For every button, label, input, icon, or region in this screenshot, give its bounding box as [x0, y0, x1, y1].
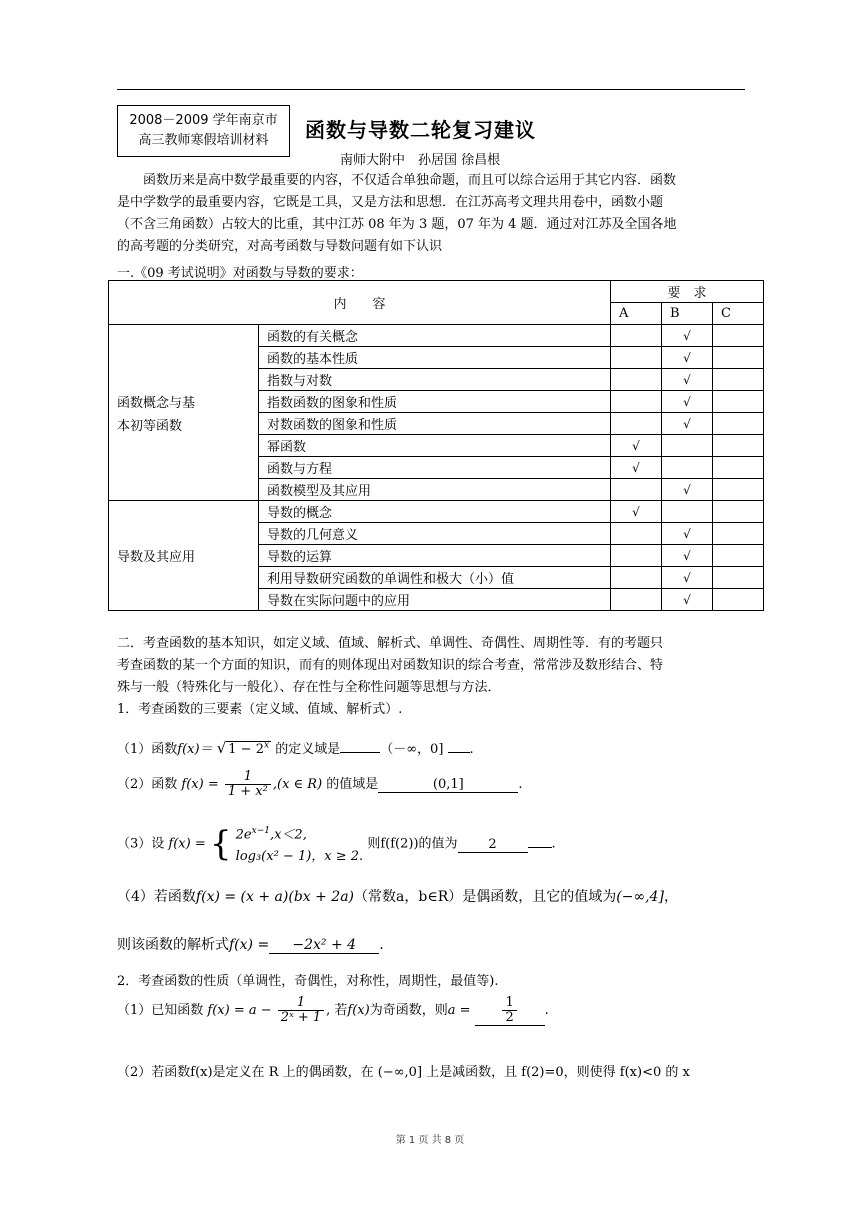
level-c-cell — [713, 567, 764, 589]
stamp-line-2: 高三教师寒假培训材料 — [138, 133, 269, 148]
level-c-cell — [713, 589, 764, 611]
problem-text: （3）设 — [117, 836, 165, 852]
answer-1-2: (0,1] — [378, 777, 518, 793]
page-footer: 第 1 页 共 8 页 — [395, 1135, 465, 1146]
problem-text: （4）若函数 — [117, 889, 196, 905]
intro-line: 函数历来是高中数学最重要的内容，不仅适合单独命题，而且可以综合运用于其它内容．函数 — [143, 173, 677, 188]
level-b-cell: √ — [662, 325, 713, 347]
problem-text: 则f(f(2))的值为 — [367, 836, 458, 852]
level-c-cell — [713, 435, 764, 457]
level-a-header: A — [611, 303, 662, 325]
level-a-cell — [611, 391, 662, 413]
level-b-cell: √ — [662, 567, 713, 589]
content-item: 对数函数的图象和性质 — [259, 413, 611, 435]
authors-line: 南师大附中 孙居国 徐昌根 — [340, 153, 501, 168]
level-c-cell — [713, 369, 764, 391]
level-b-cell — [662, 501, 713, 523]
fraction: $\frac{1}{\text{1 + x²}}$ — [225, 770, 271, 799]
answer-1-3: 2 — [458, 837, 528, 853]
function-label: f(x) = — [229, 937, 270, 953]
content-item: 指数函数的图象和性质 — [259, 391, 611, 413]
level-a-cell — [611, 479, 662, 501]
subsection-1-heading: 1．考查函数的三要素（定义域、值域、解析式）. — [117, 702, 403, 717]
level-a-cell — [611, 589, 662, 611]
problem-1-3: （3）设 f(x) = { $2e^{x-1},x<2$, log₃(x² − 1)，x ≥ 2. 则f(f(2))的值为 2 . — [117, 820, 556, 868]
level-b-cell: √ — [662, 589, 713, 611]
header-rule — [117, 89, 745, 90]
problem-text: （1）函数 — [117, 742, 178, 757]
level-c-cell — [713, 523, 764, 545]
problem-text: 的定义域是 — [275, 742, 341, 757]
content-item: 幂函数 — [259, 435, 611, 457]
level-c-cell — [713, 413, 764, 435]
level-c-cell — [713, 391, 764, 413]
piecewise-brace: { — [209, 824, 232, 865]
requirements-table — [108, 280, 764, 611]
content-item: 指数与对数 — [259, 369, 611, 391]
level-b-cell: √ — [662, 413, 713, 435]
level-c-cell — [713, 479, 764, 501]
problem-2-2: （2）若函数f(x)是定义在 R 上的偶函数，在 (−∞,0] 上是减函数，且 f(2)=0，则使得 f(x)<0 的 x — [117, 1065, 690, 1080]
answer-2-1: $\frac{1}{2}$ — [475, 996, 545, 1026]
intro-paragraph — [117, 170, 765, 258]
level-c-header: C — [713, 303, 764, 325]
document-title: 函数与导数二轮复习建议 — [305, 118, 536, 142]
stamp-line-1: 2008－2009 学年南京市 — [129, 113, 278, 128]
level-b-header: B — [662, 303, 713, 325]
content-item: 函数的有关概念 — [259, 325, 611, 347]
level-a-cell — [611, 545, 662, 567]
content-item: 导数的概念 — [259, 501, 611, 523]
radicand: $1 - 2^x$ — [228, 740, 270, 757]
section-2-line: 考查函数的某一个方面的知识，而有的则体现出对函数知识的综合考查，常常涉及数形结合、特 — [117, 658, 664, 673]
level-c-cell — [713, 457, 764, 479]
level-a-cell: √ — [611, 501, 662, 523]
level-a-cell — [611, 369, 662, 391]
problem-text: 为奇函数，则 — [369, 1003, 448, 1018]
problem-1-4: （4）若函数f(x) = (x + a)(bx + 2a)（常数a，b∈R）是偶函数，且它的值域为(−∞,4]， — [117, 889, 678, 905]
function-expression: f(x) = (x + a)(bx + 2a) — [195, 889, 355, 905]
problem-1-1: （1）函数f(x)＝ √ $1 - 2^x$ 的定义域是 （－∞，0] . — [117, 739, 474, 757]
content-item: 利用导数研究函数的单调性和极大（小）值 — [259, 567, 611, 589]
level-a-cell — [611, 523, 662, 545]
content-item: 导数的几何意义 — [259, 523, 611, 545]
group-name: 导数及其应用 — [109, 501, 259, 611]
content-item: 函数的基本性质 — [259, 347, 611, 369]
level-b-cell: √ — [662, 369, 713, 391]
function-label: f(x) = — [168, 836, 206, 852]
section-2-line: 二．考查函数的基本知识，如定义域、值域、解析式、单调性、奇偶性、周期性等．有的考题只 — [117, 636, 664, 651]
problem-text: 的值域是 — [326, 777, 379, 792]
section-2-line: 殊与一般（特殊化与一般化）、存在性与全称性问题等思想与方法． — [117, 680, 501, 695]
problem-1-2: （2）函数 f(x) = $\frac{1}{\text{1 + x²}}$ ,(x ∈ R) 的值域是 (0,1] . — [117, 769, 523, 799]
level-c-cell — [713, 347, 764, 369]
answer-1-4: −2x² + 4 — [269, 937, 379, 954]
level-c-cell — [713, 545, 764, 567]
level-a-cell — [611, 567, 662, 589]
intro-line: 的高考题的分类研究，对高考函数与导数问题有如下认识 — [117, 239, 443, 254]
level-b-cell — [662, 457, 713, 479]
content-header: 内 容 — [109, 281, 611, 325]
table-row — [109, 325, 764, 347]
range-interval: (−∞,4] — [616, 889, 664, 905]
level-b-cell: √ — [662, 347, 713, 369]
function-expression: f(x) = a − — [207, 1003, 272, 1018]
subsection-2-heading: 2．考查函数的性质（单调性，奇偶性，对称性，周期性，最值等). — [117, 974, 499, 989]
level-b-cell — [662, 435, 713, 457]
content-item: 导数的运算 — [259, 545, 611, 567]
level-c-cell — [713, 501, 764, 523]
content-item: 函数与方程 — [259, 457, 611, 479]
problem-1-4-line-2: 则该函数的解析式f(x) = −2x² + 4 . — [117, 937, 384, 953]
group-name: 函数概念与基 本初等函数 — [109, 325, 259, 501]
training-material-stamp — [117, 105, 290, 157]
problem-text: （1）已知函数 — [117, 1003, 204, 1018]
problem-text: , 若 — [326, 1003, 348, 1018]
domain-condition: ,(x ∈ R) — [272, 777, 323, 792]
level-b-cell: √ — [662, 391, 713, 413]
function-label: f(x) = — [181, 777, 219, 792]
problem-text: （常数a，b∈R）是偶函数，且它的值域为 — [354, 889, 617, 905]
piecewise-cases: $2e^{x-1},x<2$, log₃(x² − 1)，x ≥ 2. — [235, 826, 364, 865]
answer-1-1: （－∞，0] — [380, 742, 444, 757]
problem-text: （2）函数 — [117, 777, 178, 792]
level-a-cell: √ — [611, 457, 662, 479]
function-label: f(x)＝ — [177, 742, 213, 757]
problem-2-1: （1）已知函数 f(x) = a − $\frac{1}{\text{2ˣ + 1}}$ , 若f(x)为奇函数，则a = $\frac{1}{2}$ . — [117, 995, 549, 1025]
level-a-cell — [611, 347, 662, 369]
level-c-cell — [713, 325, 764, 347]
level-a-cell: √ — [611, 435, 662, 457]
table-row — [109, 501, 764, 523]
intro-line: （不含三角函数）占较大的比重，其中江苏 08 年为 3 题，07 年为 4 题．通过对江苏及全国各地 — [117, 217, 677, 232]
content-item: 导数在实际问题中的应用 — [259, 589, 611, 611]
requirement-header: 要 求 — [611, 281, 764, 303]
level-a-cell — [611, 413, 662, 435]
intro-line: 是中学数学的最重要内容，它既是工具，又是方法和思想．在江苏高考文理共用卷中，函数小题 — [117, 195, 664, 210]
content-item: 函数模型及其应用 — [259, 479, 611, 501]
level-b-cell: √ — [662, 545, 713, 567]
level-a-cell — [611, 325, 662, 347]
level-b-cell: √ — [662, 479, 713, 501]
section-1-heading: 一.《09 考试说明》对函数与导数的要求： — [117, 266, 363, 281]
fraction: $\frac{1}{\text{2ˣ + 1}}$ — [278, 996, 324, 1025]
level-b-cell: √ — [662, 523, 713, 545]
section-2-paragraph — [117, 633, 765, 721]
problem-text: 则该函数的解析式 — [117, 937, 229, 953]
sqrt-sign: √ — [216, 739, 227, 757]
